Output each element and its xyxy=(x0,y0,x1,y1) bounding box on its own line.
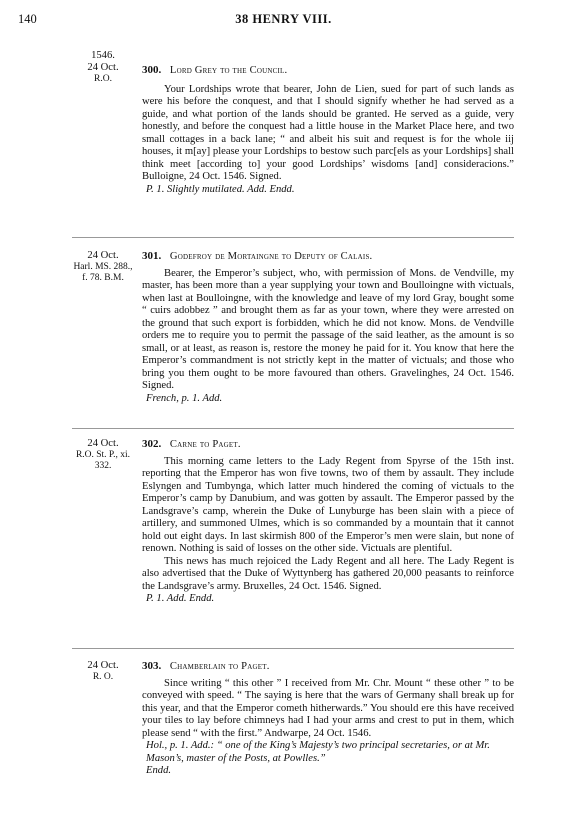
entry-title: Lord Grey to the Council. xyxy=(169,65,288,76)
margin-source: R.O. St. P., xi. 332. xyxy=(75,450,131,471)
divider xyxy=(72,428,514,429)
margin-source: R. O. xyxy=(92,672,114,682)
entry-300-margin xyxy=(72,50,134,85)
entry-body: Since writing “ this other ” I received from Mr. Chr. Mount “ these other ” to be conveyed with speed. “ The saying is here that the wars of Germany shall break up for this year, and that the Emperor cometh hitherwards.” You should ere this have received your tiles to lay before chimneys had I had your arms and crest to put in them, which please send “ with the first.” Andwarpe, 24 Oct. 1546. xyxy=(142,677,514,739)
entry-body: Your Lordships wrote that bearer, John de Lien, sued for part of such lands as were his before the conquest, and that I should signify whether he had served as a guide, and what portion of the lands should be granted. He served as a guide, very honestly, and before the conquest had a little house in the Market Place here, and two small cottages in a back lane; “ and albeit his suit and request is for the whole iij houses, it m[ay] please your Lordships to bestow such parc[els as your Lordships] shall think meet [according to] your good Lordships’ wisdoms [and] consideracions.” Bulloigne, 24 Oct. 1546. Signed. xyxy=(142,83,514,182)
margin-date: 24 Oct. xyxy=(87,62,119,73)
divider xyxy=(72,648,514,649)
entry-note-endorsed: Endd. xyxy=(146,765,172,776)
entry-body-continued: This news has much rejoiced the Lady Regent and all here. The Lady Regent is also advertised that the Duke of Wyttynberg has gathered 20,000 peasants to reinforce the Landsgrave’s army. Bruxelles, 24 Oct. 1546. Signed. xyxy=(142,555,514,592)
entry-heading xyxy=(142,64,514,78)
margin-date: 24 Oct. xyxy=(87,438,119,449)
entry-note: French, p. 1. Add. xyxy=(146,392,223,404)
entry-heading xyxy=(142,250,514,264)
entry-heading xyxy=(142,660,514,674)
entry-301-margin xyxy=(72,250,134,284)
entry-title: Chamberlain to Paget. xyxy=(169,661,270,672)
margin-date: 24 Oct. xyxy=(87,660,119,671)
entry-body: Bearer, the Emperor’s subject, who, with permission of Mons. de Vendville, my master, has been more than a year supplying your town and Boulloingne with victuals, when last at Boulloingne, with the knowledge and leave of my lord Gray, bought some “ cuirs adobbez ” and brought them as far as your town, where they were arrested on the ground that such export is forbidden, which he did not know. Mons. de Vendville orders me to require you to permit the passage of the said leather, as the amount is so small, or at least, as reason is, restore the money he paid for it. You know that here the Emperor’s commandment is not strictly kept in the matter of victuals; and those who bring you them ought to be more favoured than others. Gravelinghes, 24 Oct. 1546. Signed. xyxy=(142,267,514,391)
entry-body: This morning came letters to the Lady Regent from Spyrse of the 15th inst. reporting that the Emperor has won five towns, two of them by assault. They include Eslyngen and Tumbynga, which latter much hindered the coming of victuals to the Emperor’s camp by Danubium, and was gotten by assault. The Emperor passed by the Landsgrave’s camp, wherein the Duke of Lunyburge has been slain with a piece of artillery, and summoned Ulmes, which is so commanded by a mountain that it cannot hold out eight days. In last skirmish 800 of the Emperor’s men were slain, but none of renown. Nothing is said of losses on the other side. Victuals are plentiful. xyxy=(142,455,514,554)
entry-title: Godefroy de Mortaingne to Deputy of Calais. xyxy=(169,251,373,262)
entry-number: 300. xyxy=(142,64,162,76)
entry-number: 301. xyxy=(142,250,162,262)
entry-note: P. 1. Add. Endd. xyxy=(146,593,215,604)
page-header xyxy=(18,12,549,32)
entry-heading xyxy=(142,438,514,452)
entry-note: P. 1. Slightly mutilated. Add. Endd. xyxy=(146,183,295,195)
entry-number: 302. xyxy=(142,438,162,450)
margin-date: 24 Oct. xyxy=(87,250,119,261)
entry-number: 303. xyxy=(142,660,162,672)
entry-302-margin xyxy=(72,438,134,472)
margin-source: Harl. MS. 288., f. 78. B.M. xyxy=(73,262,133,283)
divider xyxy=(72,237,514,238)
page-number: 140 xyxy=(18,12,37,26)
entry-303-margin xyxy=(72,660,134,683)
entry-note: Hol., p. 1. Add.: “ one of the King’s Majesty’s two principal secretaries, or at Mr. Mason’s, master of the Posts, at Powlles.” xyxy=(146,740,490,764)
margin-year: 1546. xyxy=(91,50,115,61)
entry-title: Carne to Paget. xyxy=(169,439,241,450)
margin-source: R.O. xyxy=(94,74,112,84)
running-title: 38 HENRY VIII. xyxy=(235,12,332,26)
